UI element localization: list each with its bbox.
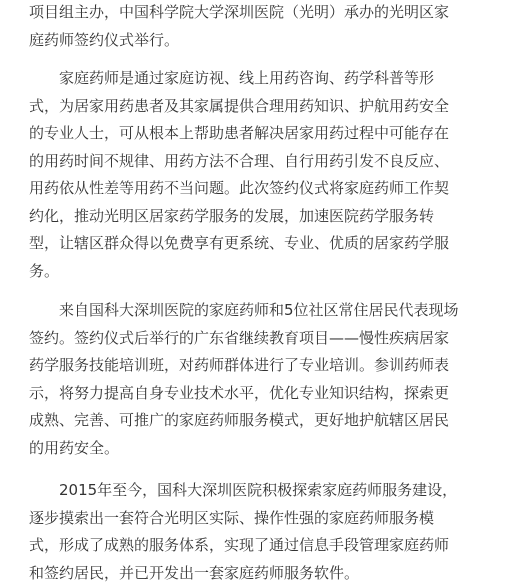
paragraph-intro-continued [29,0,449,54]
text-line: 的用药安全。 [29,435,459,463]
paragraph-signing-ceremony [29,297,459,462]
text-line: 家庭药师是通过家庭访视、线上用药咨询、药学科普等形 [29,65,449,93]
text-line: 约化，推动光明区居家药学服务的发展，加速医院药学服务转 [29,203,449,231]
text-line: 务。 [29,258,449,286]
text-line: 成熟、完善、可推广的家庭药师服务模式，更好地护航辖区居民 [29,407,459,435]
text-line: 用药依从性差等用药不当问题。此次签约仪式将家庭药师工作契 [29,175,449,203]
text-line: 2015年至今，国科大深圳医院积极探索家庭药师服务建设， [29,477,457,505]
paragraph-family-pharmacist-definition [29,65,449,285]
text-line: 示，将努力提高自身专业技术水平，优化专业知识结构，探索更 [29,380,459,408]
paragraph-history-2015 [29,477,457,587]
text-line: 药学服务技能培训班，对药师群体进行了专业培训。参训药师表 [29,352,459,380]
text-line: 式，形成了成熟的服务体系，实现了通过信息手段管理家庭药师 [29,532,457,560]
text-line: 式，为居家用药患者及其家属提供合理用药知识、护航用药安全 [29,93,449,121]
text-line: 庭药师签约仪式举行。 [29,27,449,55]
text-line: 的用药时间不规律、用药方法不合理、自行用药引发不良反应、 [29,148,449,176]
text-line: 和签约居民，并已开发出一套家庭药师服务软件。 [29,560,457,587]
text-line: 项目组主办，中国科学院大学深圳医院（光明）承办的光明区家 [29,0,449,27]
text-line: 型，让辖区群众得以免费享有更系统、专业、优质的居家药学服 [29,230,449,258]
text-line: 来自国科大深圳医院的家庭药师和5位社区常住居民代表现场 [29,297,459,325]
text-line: 的专业人士，可从根本上帮助患者解决居家用药过程中可能存在 [29,120,449,148]
text-line: 逐步摸索出一套符合光明区实际、操作性强的家庭药师服务模 [29,505,457,533]
text-line: 签约。签约仪式后举行的广东省继续教育项目——慢性疾病居家 [29,325,459,353]
